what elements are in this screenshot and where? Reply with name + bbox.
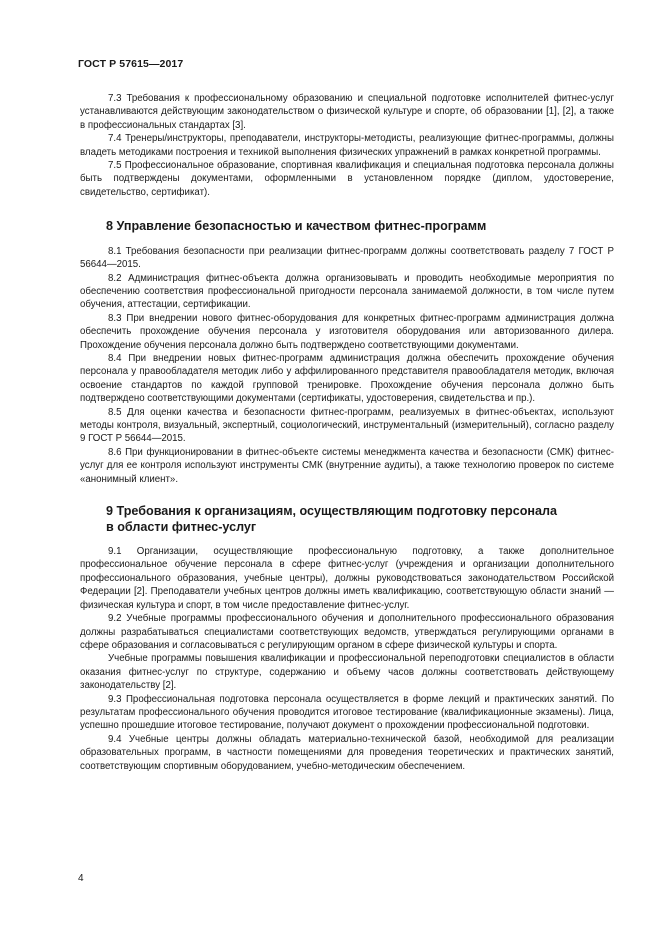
document-header: ГОСТ Р 57615—2017 xyxy=(78,58,184,70)
paragraph-9-4: 9.4 Учебные центры должны обладать материально-технической базой, необходимой для реализации образовательных программ, в частности помещениями для проведения теоретических и практических занятий, соответствующим спортивным оборудованием, учебно-методическим обеспечением. xyxy=(80,733,614,772)
paragraph-8-3: 8.3 При внедрении нового фитнес-оборудования для конкретных фитнес-программ администрация должна обеспечить прохождение обучения персонала у изготовителя оборудования или авторизованного дилера. Прохождение обучения персонала должно быть подтверждено соответствующими документами. xyxy=(80,312,614,351)
section-8-heading: 8 Управление безопасностью и качеством фитнес-программ xyxy=(106,219,487,234)
paragraph-8-6: 8.6 При функционировании в фитнес-объекте системы менеджмента качества и безопасности (СМК) фитнес-услуг для ее контроля используют инструменты СМК (внутренние аудиты), а также технологию проверок по системе «анонимный клиент». xyxy=(80,446,614,485)
paragraph-9-2-cont: Учебные программы повышения квалификации и профессиональной переподготовки специалистов в области оказания фитнес-услуг по структуре, содержанию и объему часов должны соответствовать действующему законодательству [2]. xyxy=(80,653,614,692)
paragraph-8-5: 8.5 Для оценки качества и безопасности фитнес-программ, реализуемых в фитнес-объектах, используют методы контроля, визуальный, экспертный, социологический, инструментальный (измерительный), согласно разделу 9 ГОСТ Р 56644—2015. xyxy=(80,406,614,445)
paragraph-8-2: 8.2 Администрация фитнес-объекта должна организовывать и проводить необходимые мероприятия по обеспечению соответствия профессиональной пригодности персонала занимаемой должности, в том числе путем обучения, аттестации, сертификации. xyxy=(80,272,614,311)
page-number: 4 xyxy=(78,873,84,884)
paragraph-7-4: 7.4 Тренеры/инструкторы, преподаватели, инструкторы-методисты, реализующие фитнес-программы, должны владеть методиками построения и техникой выполнения физических упражнений в рамках конкретной программы. xyxy=(80,133,614,158)
section-9-heading-line1: 9 Требования к организациям, осуществляющим подготовку персонала xyxy=(106,504,558,519)
paragraph-9-3: 9.3 Профессиональная подготовка персонала осуществляется в форме лекций и практических занятий. По результатам профессионального обучения проводится итоговое тестирование (квалификационные экзамены). Лица, успешно прошедшие итоговое тестирование, получают документ о прохождении профессиональной подготовки. xyxy=(80,693,614,732)
paragraph-8-4: 8.4 При внедрении новых фитнес-программ администрация должна обеспечить прохождение обучения персонала у правообладателя методик либо у аффилированного представителя правообладателя методик, включая освоение стандартов по каждой групповой тренировке. Прохождение обучения персонала должно быть подтверждено соответствующими документами (сертификаты, удостоверения, свидетельства и пр.). xyxy=(80,353,614,405)
document-body xyxy=(80,92,614,773)
section-9-heading xyxy=(106,504,614,535)
paragraph-8-1: 8.1 Требования безопасности при реализации фитнес-программ должны соответствовать разделу 7 ГОСТ Р 56644—2015. xyxy=(80,245,614,271)
paragraph-7-5: 7.5 Профессиональное образование, спортивная квалификация и специальная подготовка персонала должны быть подтверждены документами, оформленными в установленном порядке (диплом, удостоверение, свидетельство, сертификат). xyxy=(80,160,614,198)
section-9-heading-line2: в области фитнес-услуг xyxy=(106,519,257,534)
paragraph-7-3: 7.3 Требования к профессиональному образованию и специальной подготовке исполнителей фитнес-услуг устанавливаются действующим законодательством о физической культуре и спорте, об образовании [1], [2], а также в профессиональных стандартах [3]. xyxy=(80,93,614,131)
paragraph-9-1: 9.1 Организации, осуществляющие профессиональную подготовку, а также дополнительное профессиональное обучение персонала в сфере фитнес-услуг (учреждения и организации дополнительного профессионального образования, учебные центры), должны руководствоваться законодательством Российской Федерации [2]. Преподаватели учебных центров должны иметь квалификацию, соответствующую области знаний — физическая культура и спорт, в том числе предоставление фитнес-услуг. xyxy=(80,546,614,611)
paragraph-9-2: 9.2 Учебные программы профессионального обучения и дополнительного профессионального образования должны разрабатываться специалистами соответствующих ведомств, утверждаться регулирующими органами в сфере образования и согласовываться с регулирующим органом в сфере физической культуры и спорта. xyxy=(80,613,614,651)
